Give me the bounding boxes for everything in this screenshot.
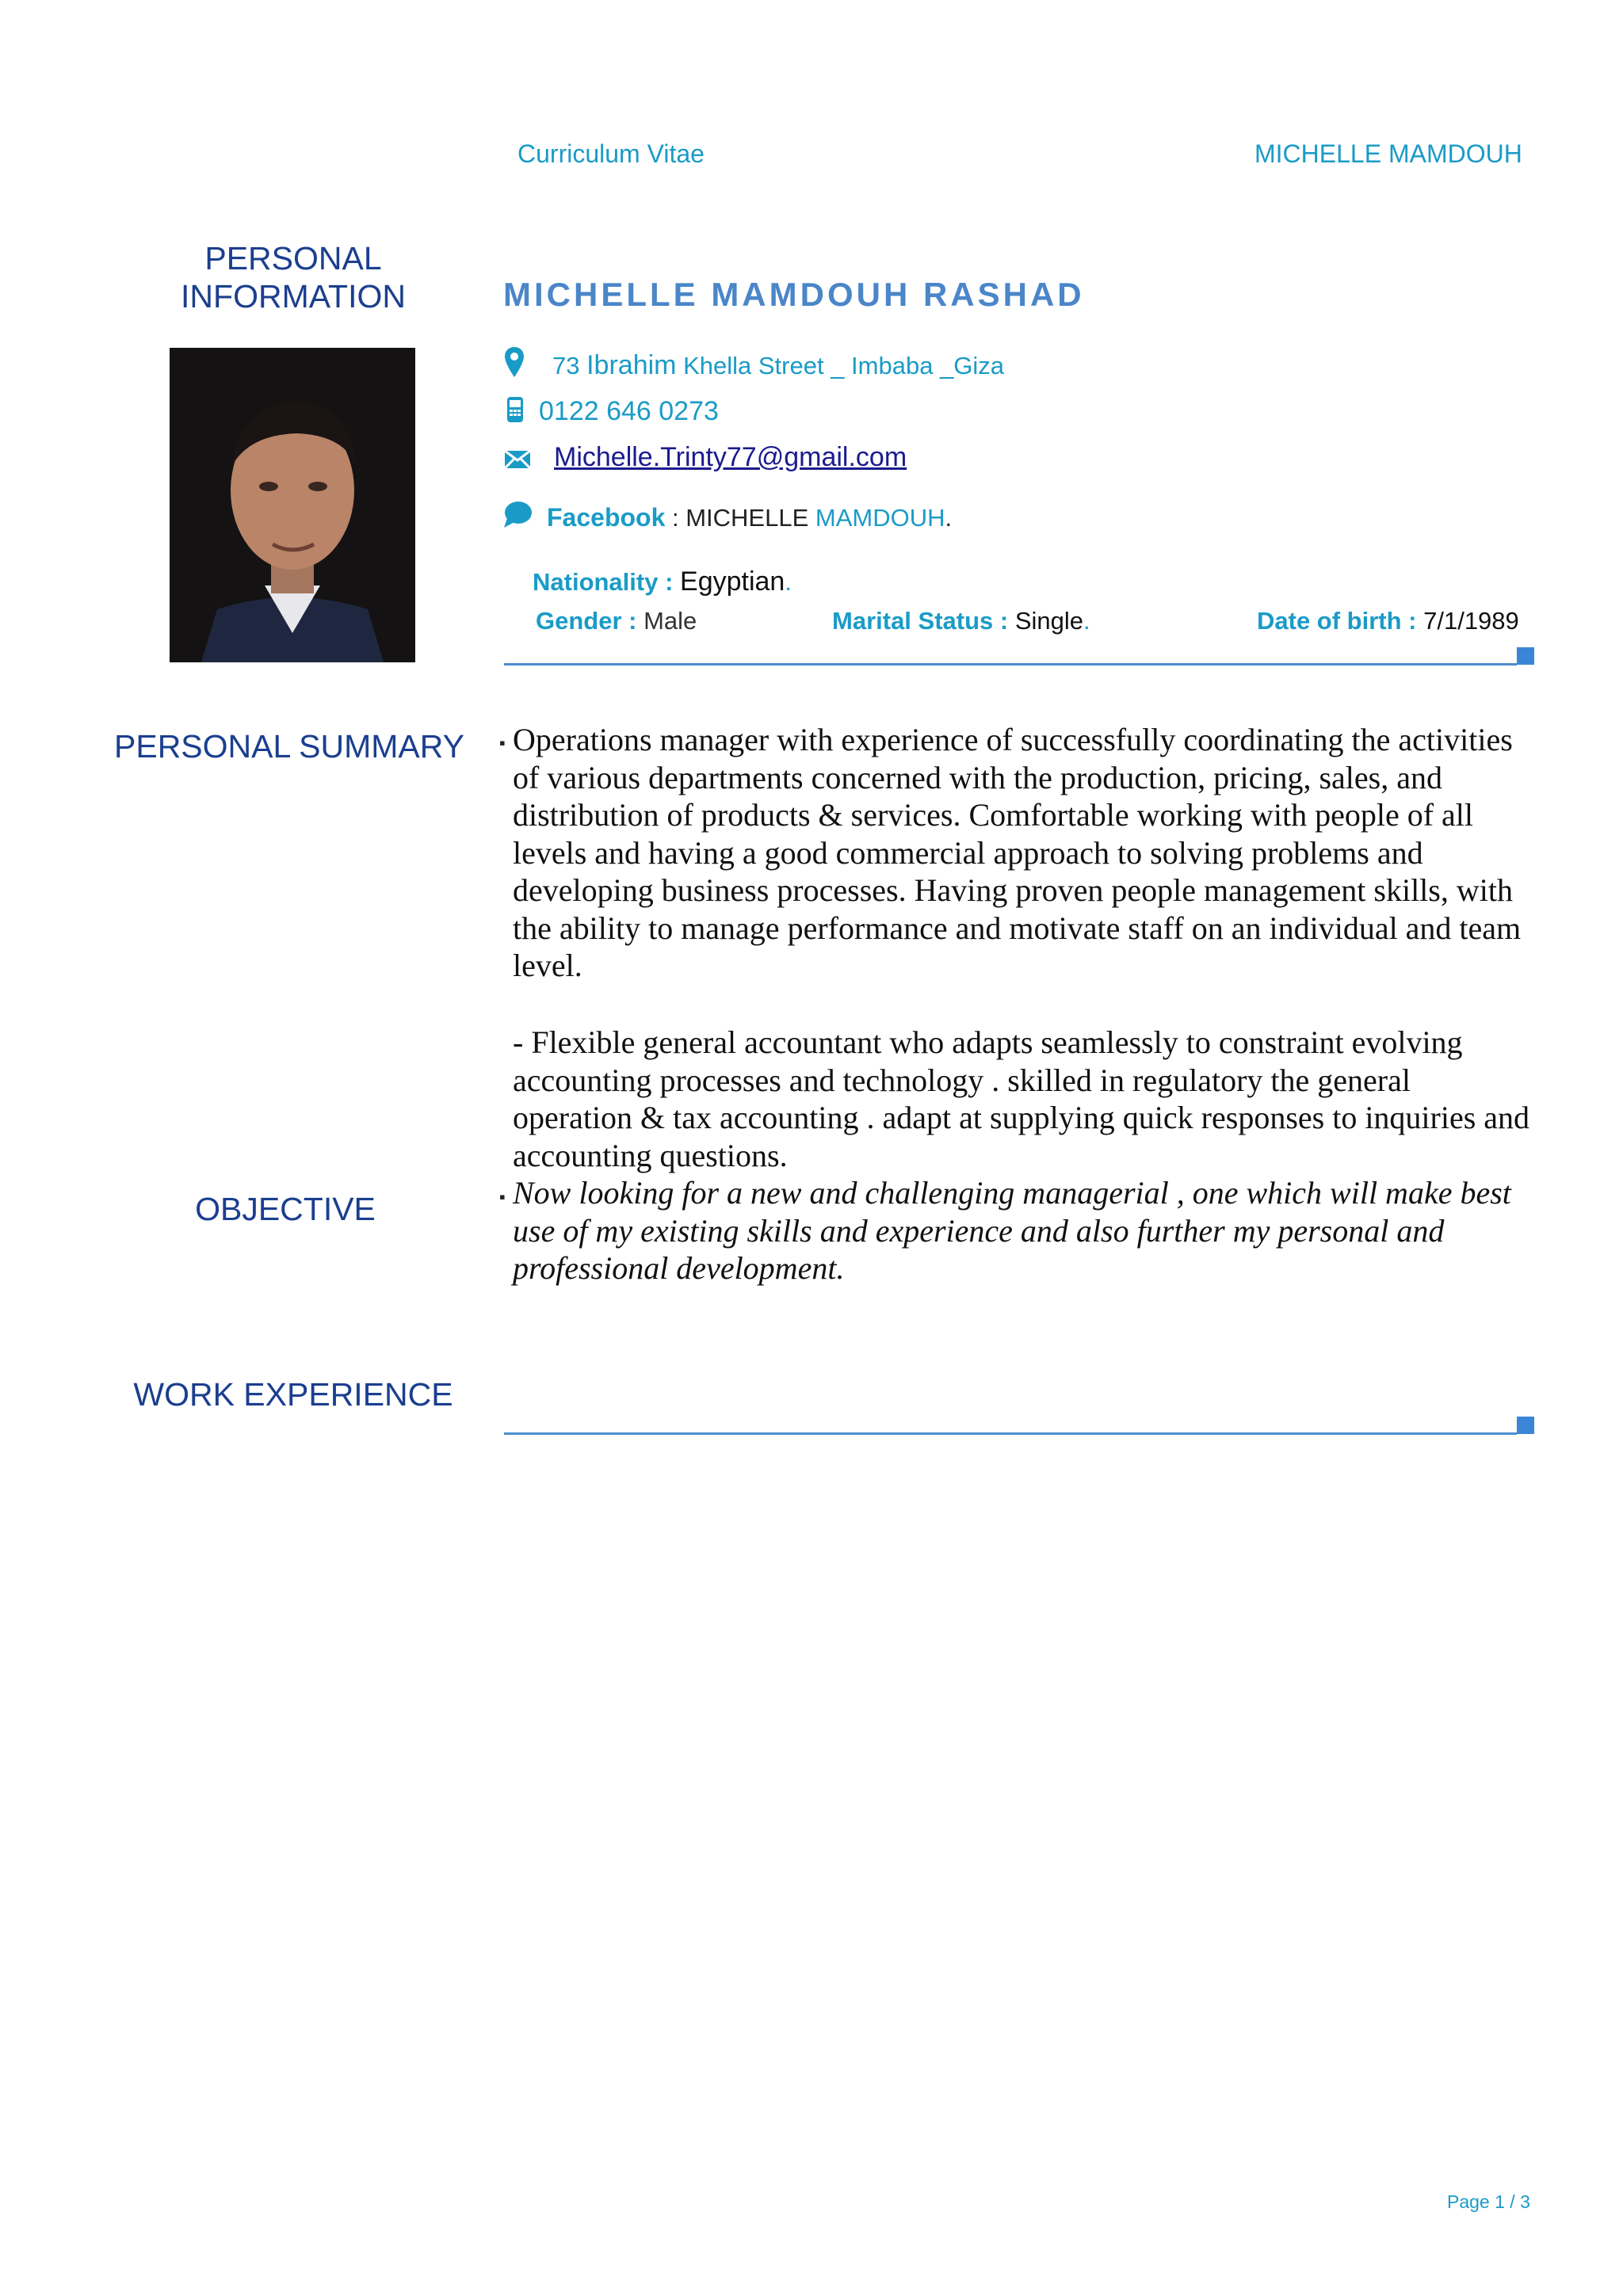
email-icon (504, 450, 531, 469)
section-objective: OBJECTIVE (195, 1191, 376, 1227)
section-label-line: PERSONAL (204, 240, 382, 277)
date-of-birth-line (1257, 607, 1519, 635)
nationality-label: Nationality : (533, 568, 681, 596)
full-name: MICHELLE MAMDOUH RASHAD (503, 276, 1085, 313)
bullet-marker: ▪ (499, 733, 506, 753)
section-divider (504, 663, 1517, 666)
section-divider (504, 1432, 1517, 1435)
facebook-dot: . (945, 504, 953, 532)
header-left-title: Curriculum Vitae (517, 139, 705, 168)
facebook-last-name: MAMDOUH (808, 504, 945, 532)
marital-status-line (832, 607, 1090, 635)
bullet-marker: ▪ (499, 1187, 506, 1207)
profile-photo (170, 348, 415, 662)
facebook-first-name: MICHELLE (685, 504, 809, 532)
nationality-line (533, 566, 792, 597)
gender-line (536, 607, 697, 635)
profile-photo-illustration (170, 348, 415, 662)
address-line (552, 350, 1004, 381)
facebook-label: Facebook (547, 503, 666, 532)
gender-label: Gender : (536, 607, 644, 635)
date-of-birth-value: 7/1/1989 (1423, 607, 1519, 635)
page-number: Page 1 / 3 (1447, 2191, 1530, 2212)
address-rest: Khella Street _ Imbaba _Giza (676, 352, 1005, 379)
location-pin-icon (504, 346, 525, 378)
speech-bubble-icon (502, 501, 533, 529)
marital-status-value: Single (1014, 607, 1084, 635)
facebook-separator: : (665, 504, 686, 532)
phone-icon (506, 396, 524, 423)
marital-status-dot: . (1083, 607, 1090, 635)
nationality-dot: . (785, 568, 792, 596)
personal-summary-paragraph: Operations manager with experience of successfully coordinating the activities of various departments concerned with the production, pricing, sales, and distribution of products & services. Comfortable working with people of all levels and having a good commercial approach to solving problems and developing business processes. Having proven people management skills, with the ability to manage performance and motivate staff on an individual and team level. (513, 722, 1522, 983)
gender-value: Male (643, 607, 697, 635)
email-link[interactable]: Michelle.Trinty77@gmail.com (554, 442, 907, 472)
section-label-line: INFORMATION (181, 278, 406, 315)
nationality-value: Egyptian (680, 566, 785, 597)
divider-square-marker (1517, 1417, 1534, 1434)
address-number: 73 (552, 352, 587, 379)
section-personal-summary: PERSONAL SUMMARY (114, 728, 464, 765)
marital-status-label: Marital Status : (832, 607, 1015, 635)
facebook-line (547, 503, 952, 532)
phone-number: 0122 646 0273 (539, 396, 719, 426)
date-of-birth-label: Date of birth : (1257, 607, 1424, 635)
objective-text: Now looking for a new and challenging managerial , one which will make best use of my existing skills and experience and also further my personal and professional development. (513, 1175, 1511, 1286)
header-right-name: MICHELLE MAMDOUH (1254, 139, 1522, 168)
address-street-name: Ibrahim (586, 350, 677, 380)
personal-summary-paragraph-2: - Flexible general accountant who adapts seamlessly to constraint evolving accounting processes and technology . skilled in regulatory the general operation & tax accounting . adapt at supplying quick responses to inquiries and accounting questions. (513, 1024, 1530, 1173)
divider-square-marker (1517, 647, 1534, 665)
section-personal-information (127, 239, 460, 315)
section-work-experience: WORK EXPERIENCE (133, 1376, 453, 1413)
